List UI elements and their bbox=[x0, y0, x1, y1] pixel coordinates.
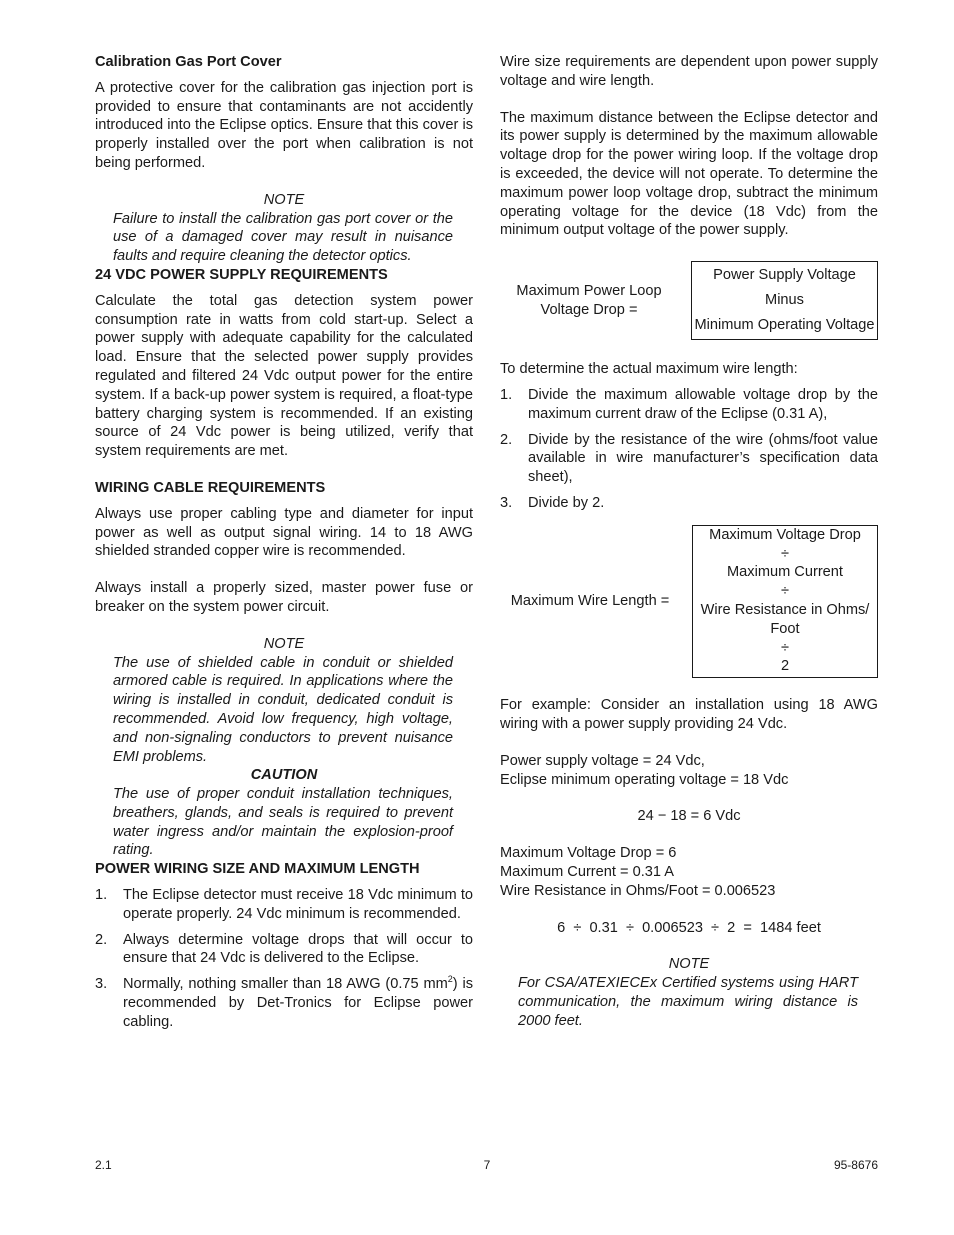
list-text: Divide by 2. bbox=[528, 494, 605, 511]
equation-wire-length bbox=[500, 525, 878, 678]
equation-voltage-drop bbox=[500, 261, 878, 340]
eq2-box-line: Maximum Voltage Drop bbox=[709, 526, 861, 543]
eq2-label: Maximum Wire Length = bbox=[510, 593, 670, 610]
determine-intro: To determine the actual maximum wire length: bbox=[500, 361, 798, 378]
eq1-label bbox=[500, 282, 678, 320]
note1-title: NOTE bbox=[263, 191, 305, 208]
list-text: The Eclipse detector must receive 18 Vdc minimum to operate properly. 24 Vdc minimum is recommended. bbox=[123, 887, 473, 922]
cal-heading: Calibration Gas Port Cover bbox=[95, 54, 282, 70]
wiring-body-1: Always use proper cabling type and diameter for input power as well as output signal wiring. 14 to 18 AWG shielded stranded copper wire is recommended. bbox=[95, 505, 473, 560]
list-text: Divide the maximum allowable voltage drop by the maximum current draw of the Eclipse (0.31 A), bbox=[528, 386, 878, 422]
note3-title: NOTE bbox=[668, 956, 710, 973]
note3-body: For CSA/ATEXIECEx Certified systems using HART communication, the maximum wiring distance is 2000 feet. bbox=[518, 975, 858, 1029]
list-number: 1. bbox=[95, 887, 108, 904]
example-text: For example: Consider an installation using 18 AWG wiring with a power supply providing 24 Vdc. bbox=[500, 697, 878, 732]
eq1-box-line: Minimum Operating Voltage bbox=[694, 317, 875, 334]
footer-revision: 2.1 bbox=[95, 1158, 112, 1172]
caution-title: CAUTION bbox=[250, 767, 318, 784]
list-number: 1. bbox=[500, 386, 513, 403]
list-item bbox=[95, 931, 473, 969]
list-number: 2. bbox=[500, 431, 513, 448]
calc-wire-length: 6 ÷ 0.31 ÷ 0.006523 ÷ 2 = 1484 feet bbox=[557, 919, 821, 936]
footer-doc-number: 95-8676 bbox=[833, 1158, 878, 1172]
eq1-label-line1: Maximum Power Loop bbox=[516, 282, 662, 299]
list-item bbox=[95, 886, 473, 924]
list-item bbox=[500, 431, 878, 487]
eq2-box bbox=[692, 525, 878, 678]
eq2-box-line: 2 bbox=[780, 658, 790, 675]
calc-voltage-drop: 24 − 18 = 6 Vdc bbox=[637, 808, 741, 825]
min-voltage: Eclipse minimum operating voltage = 18 Vdc bbox=[500, 771, 789, 788]
eq1-box-line: Minus bbox=[765, 292, 804, 309]
left-column bbox=[95, 53, 473, 1039]
note2-body: The use of shielded cable in conduit or shielded armored cable is required. In applications where the wiring is installed in conduit, dedicated conduit is recommended. Avoid low frequency, high voltage, and non-signaling conductors to prevent nuisance EMI problems. bbox=[113, 654, 453, 765]
superscript: 2 bbox=[447, 974, 453, 985]
eq2-box-line: Foot bbox=[770, 620, 800, 637]
para-wire-size: Wire size requirements are dependent upon power supply voltage and wire length. bbox=[500, 54, 878, 89]
footer-page-number: 7 bbox=[483, 1158, 491, 1172]
power-list bbox=[95, 886, 473, 1032]
list-text: Always determine voltage drops that will occur to ensure that 24 Vdc is delivered to the Eclipse. bbox=[123, 931, 473, 967]
eq1-box-line: Power Supply Voltage bbox=[713, 267, 856, 284]
eq1-box bbox=[691, 261, 878, 340]
list-number: 3. bbox=[500, 494, 513, 511]
determine-steps bbox=[500, 386, 878, 513]
psu-body: Calculate the total gas detection system power consumption rate in watts from cold start-up. Select a power supply with adequate capability for the calculated load. Ensure that the selected power supply provides regulated and filtered 24 Vdc output power for the entire system. If a back-up power system is required, a float-type battery charging system is recommended. If an existing source of 24 Vdc power is being utilized, verify that system requirements are met. bbox=[95, 292, 473, 460]
caution-body: The use of proper conduit installation techniques, breathers, glands, and seals is required to prevent water ingress and/or maintain the explosion-proof rating. bbox=[113, 786, 453, 859]
eq1-label-line2: Voltage Drop = bbox=[540, 301, 638, 318]
eq2-box-line: ÷ bbox=[780, 583, 789, 600]
eq2-box-line: ÷ bbox=[780, 545, 789, 562]
wire-resistance: Wire Resistance in Ohms/Foot = 0.006523 bbox=[500, 882, 776, 899]
list-item bbox=[95, 975, 473, 1031]
list-number: 2. bbox=[95, 931, 108, 948]
eq2-box-line: Maximum Current bbox=[727, 564, 843, 581]
eq2-box-line: Wire Resistance in Ohms/ bbox=[700, 601, 870, 618]
para-max-distance: The maximum distance between the Eclipse detector and its power supply is determined by the maximum allowable voltage drop for the power wiring loop. If the voltage drop is exceeded, the device will not operate. To determine the maximum power loop voltage drop, subtract the minimum operating voltage for the device (18 Vdc) from the minimum output voltage of the power supply. bbox=[500, 109, 878, 239]
eq2-box-line: ÷ bbox=[780, 639, 789, 656]
note2-title: NOTE bbox=[263, 635, 305, 652]
list-item bbox=[500, 494, 878, 513]
power-heading: POWER WIRING SIZE AND MAXIMUM LENGTH bbox=[95, 861, 420, 878]
cal-body: A protective cover for the calibration gas injection port is provided to ensure that contaminants are not accidently introduced into the Eclipse optics. Ensure that this cover is properly installed over the port when calibration is not being performed. bbox=[95, 79, 473, 171]
list-text: Divide by the resistance of the wire (ohms/foot value available in wire manufacturer’s specification data sheet), bbox=[528, 431, 878, 486]
max-voltage-drop: Maximum Voltage Drop = 6 bbox=[500, 845, 677, 862]
list-item bbox=[500, 386, 878, 424]
note1-body: Failure to install the calibration gas port cover or the use of a damaged cover may result in nuisance faults and require cleaning the detector optics. bbox=[113, 210, 453, 265]
psu-heading: 24 VDC POWER SUPPLY REQUIREMENTS bbox=[95, 266, 388, 283]
wiring-body-2: Always install a properly sized, master power fuse or breaker on the system power circuit. bbox=[95, 580, 473, 615]
wiring-heading: WIRING CABLE REQUIREMENTS bbox=[95, 479, 326, 496]
right-column bbox=[500, 53, 878, 1030]
ps-voltage: Power supply voltage = 24 Vdc, bbox=[500, 752, 705, 769]
list-number: 3. bbox=[95, 976, 108, 993]
list-text-pre: Normally, nothing smaller than 18 AWG (0.75 mm bbox=[123, 976, 448, 993]
max-current: Maximum Current = 0.31 A bbox=[500, 863, 674, 880]
list-text-post: ) is recommended by Det-Tronics for Eclipse power cabling. bbox=[123, 976, 473, 1030]
